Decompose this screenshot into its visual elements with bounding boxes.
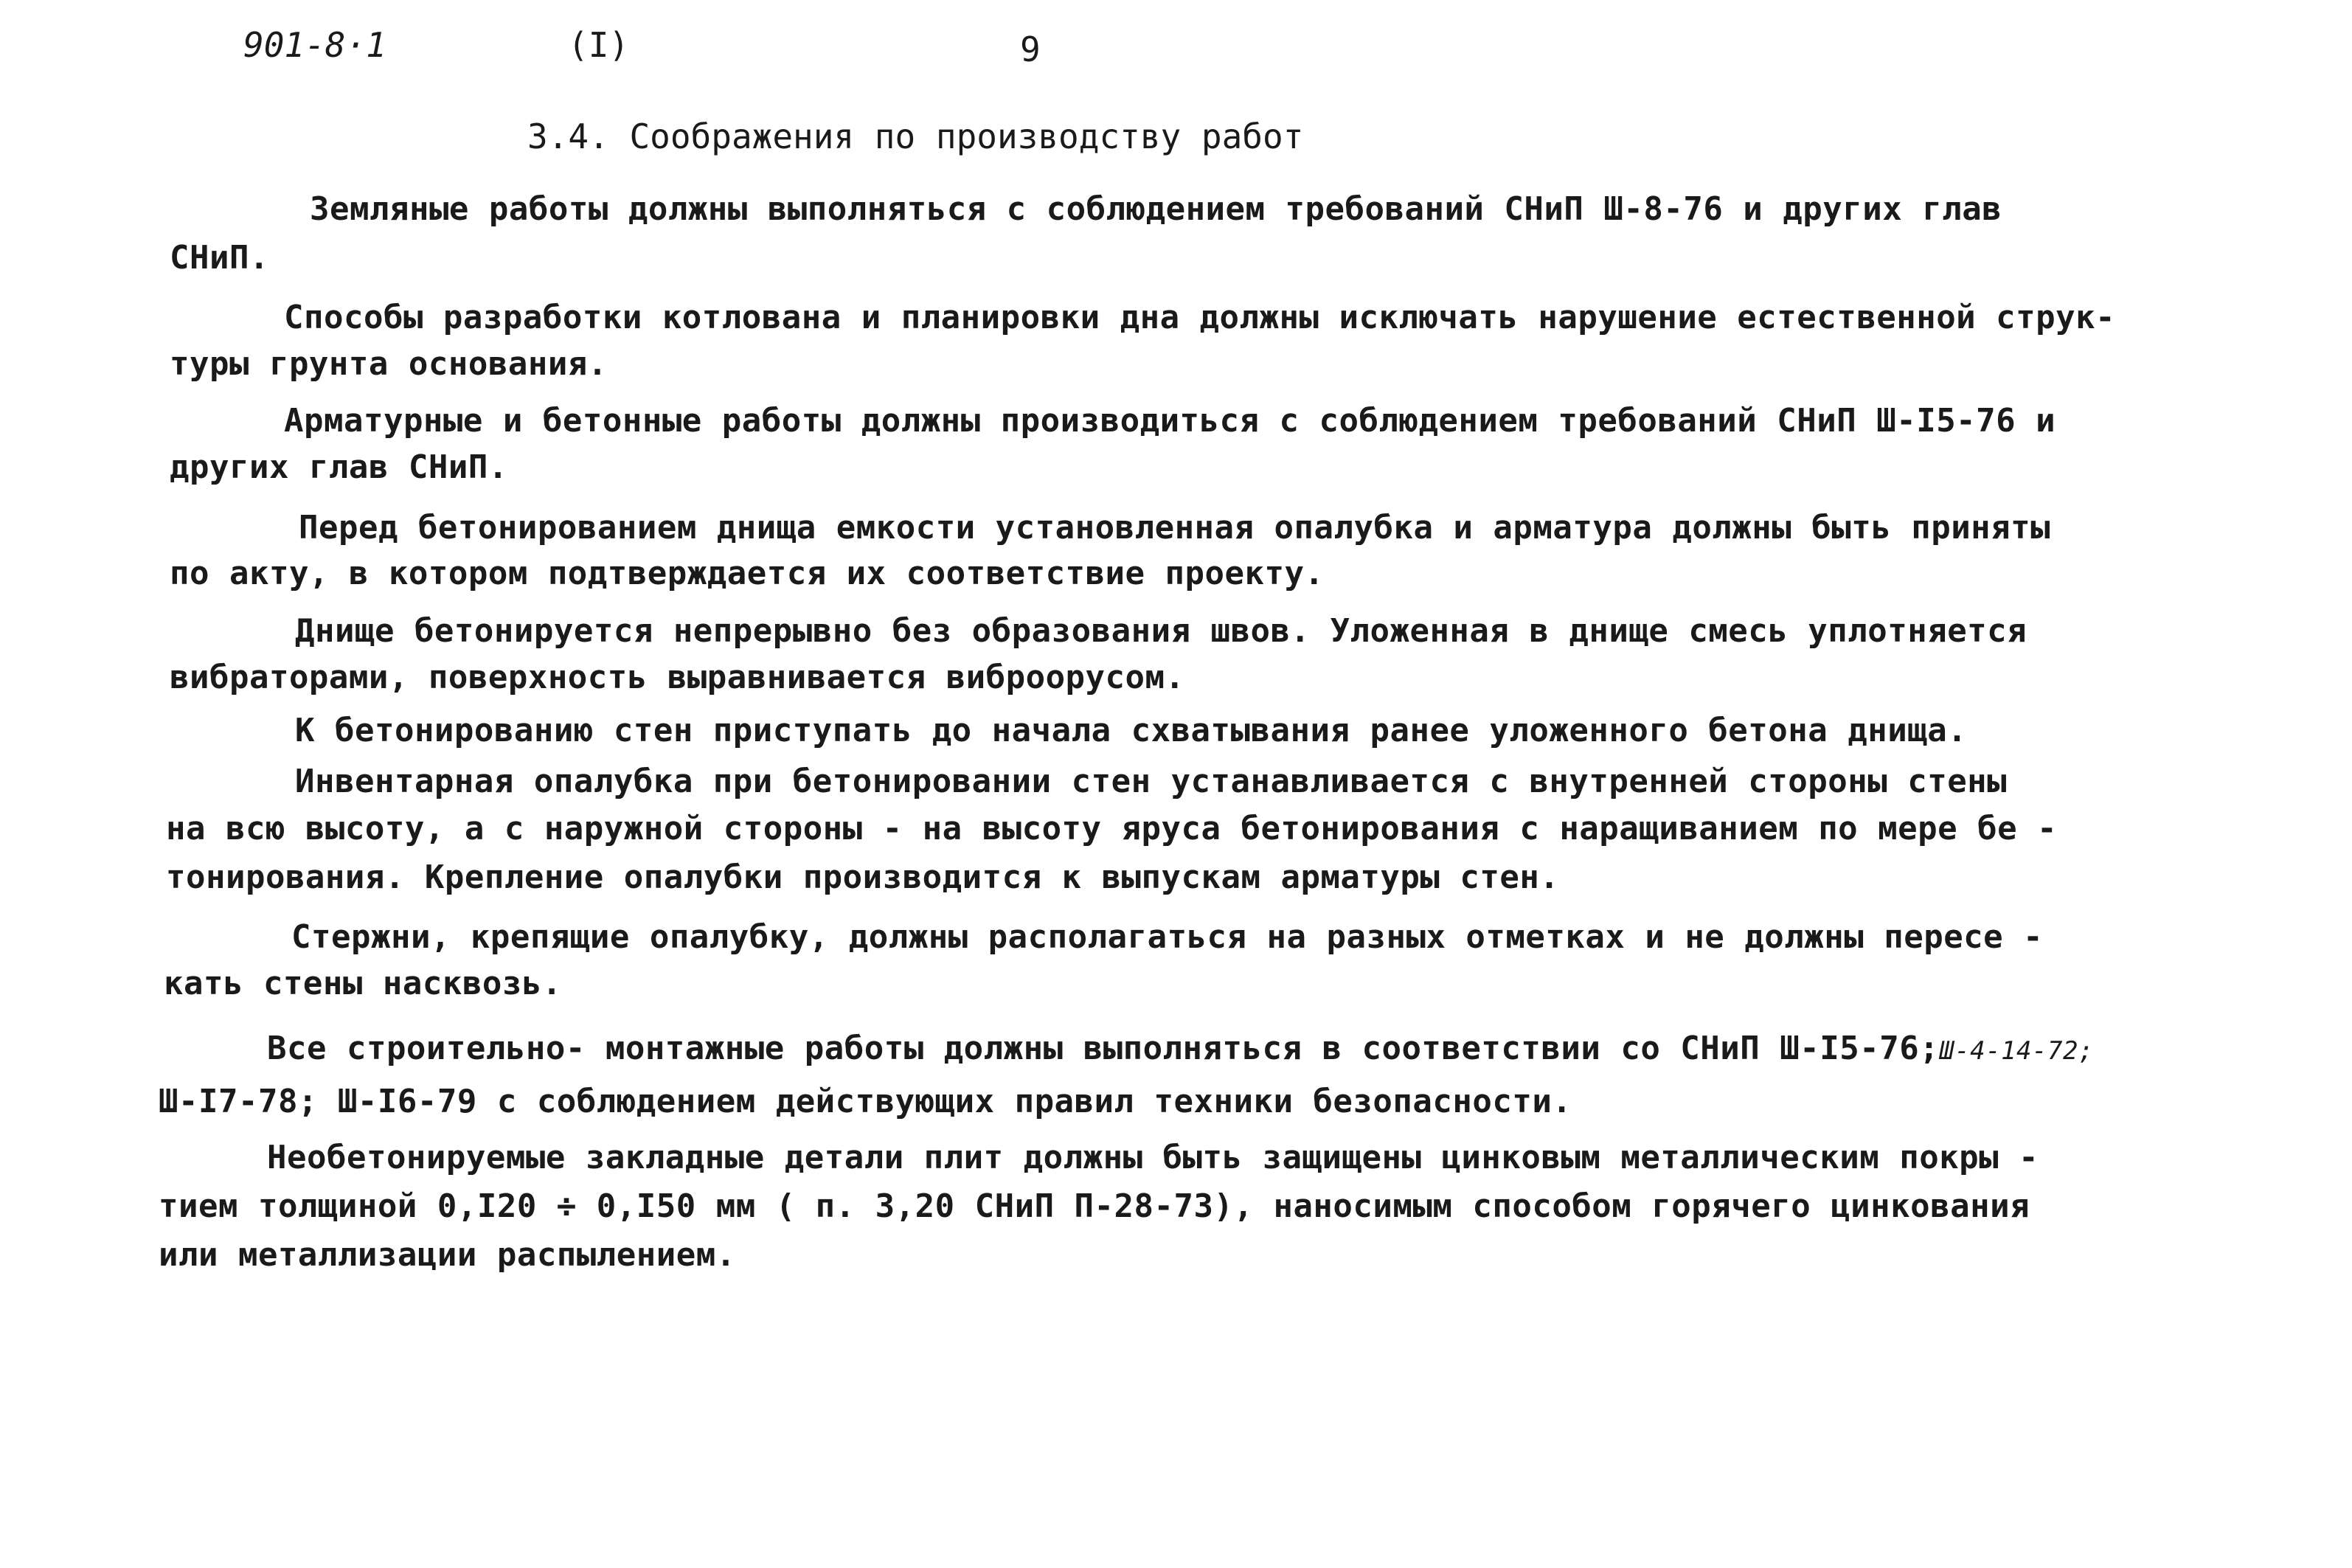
paragraph-8-line-1: Стержни, крепящие опалубку, должны располагаться на разных отметках и не должны пересе - [291,918,2044,956]
paragraph-5-line-2: вибраторами, поверхность выравнивается виброорусом. [170,659,1185,696]
paragraph-3-line-2: других глав СНиП. [170,448,508,486]
paragraph-3-line-1: Арматурные и бетонные работы должны производиться с соблюдением требований СНиП Ш-I5-76 и [284,402,2056,440]
paragraph-1-line-1: Земляные работы должны выполняться с соблюдением требований СНиП Ш-8-76 и других глав [310,190,2002,228]
paragraph-2-line-1: Способы разработки котлована и планировки дна должны исключать нарушение естественной струк- [284,299,2116,336]
paragraph-9-line-1-text: Все строительно- монтажные работы должны выполняться в соответствии со СНиП Ш-I5-76; [267,1030,1940,1067]
paragraph-1-line-2: СНиП. [170,239,269,277]
paragraph-4-line-1: Перед бетонированием днища емкости установленная опалубка и арматура должны быть приняты [299,509,2051,547]
paragraph-5-line-1: Днище бетонируется непрерывно без образования швов. Уложенная в днище смесь уплотняется [295,612,2027,650]
paragraph-9-line-2: Ш-I7-78; Ш-I6-79 с соблюдением действующих правил техники безопасности. [159,1083,1572,1120]
paragraph-6-line-1: К бетонированию стен приступать до начала схватывания ранее уложенного бетона днища. [295,712,1968,749]
paragraph-10-line-2: тием толщиной 0,I20 ÷ 0,I50 мм ( п. 3,20 СНиП П-28-73), наносимым способом горячего цинкования [159,1187,2030,1225]
page-number: 9 [1020,30,1041,69]
paragraph-7-line-2: на всю высоту, а с наружной стороны - на высоту яруса бетонирования с наращиванием по мере бе - [166,810,2058,847]
paragraph-2-line-2: туры грунта основания. [170,345,608,383]
handwritten-annotation: Ш-4-14-72; [1939,1036,2094,1066]
paragraph-7-line-1: Инвентарная опалубка при бетонировании стен устанавливается с внутренней стороны стены [295,763,2008,800]
paragraph-9-line-1 [267,1030,2094,1067]
paragraph-10-line-1: Необетонируемые закладные детали плит должны быть защищены цинковым металлическим покры - [267,1139,2039,1176]
paragraph-4-line-2: по акту, в котором подтверждается их соответствие проекту. [170,555,1325,592]
paragraph-8-line-2: кать стены насквозь. [164,965,562,1002]
paragraph-10-line-3: или металлизации распылением. [159,1236,736,1274]
paragraph-7-line-3: тонирования. Крепление опалубки производится к выпускам арматуры стен. [166,858,1560,896]
section-title: 3.4. Соображения по производству работ [527,117,1304,156]
document-code: 901-8·1 [243,25,386,65]
document-part: (I) [568,25,630,65]
